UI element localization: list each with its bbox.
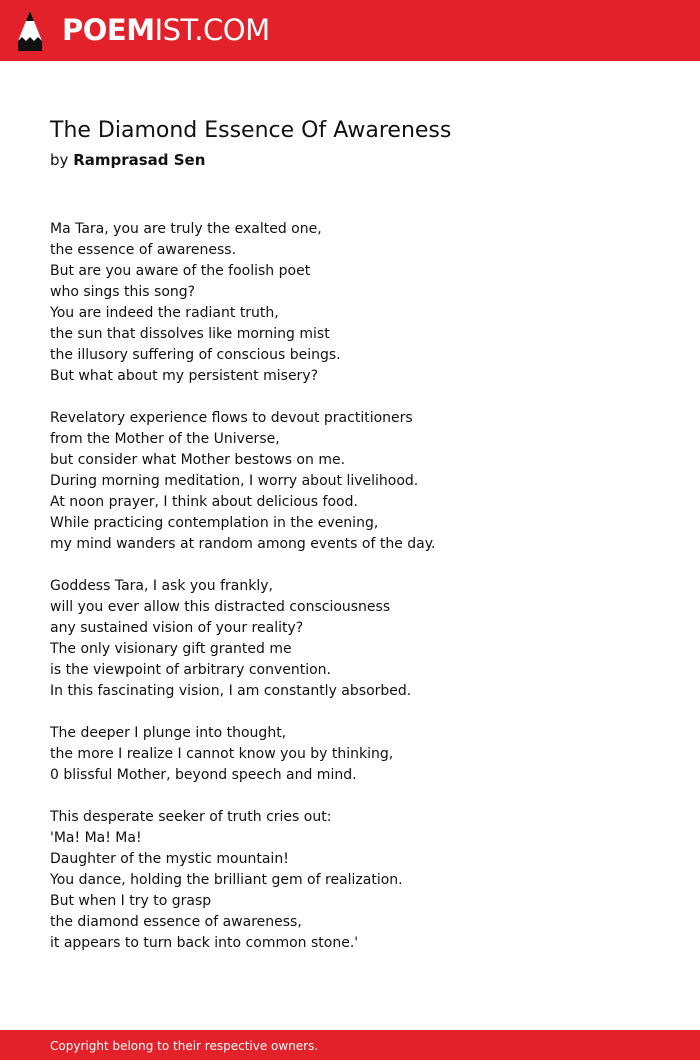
poem-line: In this fascinating vision, I am constantly absorbed. xyxy=(50,683,412,699)
pencil-tip-icon xyxy=(17,10,43,52)
poem-line: You dance, holding the brilliant gem of realization. xyxy=(50,872,403,888)
header-bar xyxy=(0,0,700,61)
poem-line: the sun that dissolves like morning mist xyxy=(50,326,330,342)
poem-line: The deeper I plunge into thought, xyxy=(50,725,287,741)
poem-line: But are you aware of the foolish poet xyxy=(50,263,311,279)
poem-line: 0 blissful Mother, beyond speech and mind. xyxy=(50,767,357,783)
poem-byline xyxy=(50,150,205,170)
poem-line: 'Ma! Ma! Ma! xyxy=(50,830,142,846)
poem-stanza xyxy=(50,723,650,786)
poem-line: but consider what Mother bestows on me. xyxy=(50,452,346,468)
site-logo[interactable] xyxy=(62,12,270,48)
poem-line: the more I realize I cannot know you by thinking, xyxy=(50,746,394,762)
logo-text-light: IST.COM xyxy=(154,13,270,47)
poem-line: The only visionary gift granted me xyxy=(50,641,292,657)
logo-text-strong: POEM xyxy=(62,13,155,47)
poem-body xyxy=(50,219,650,975)
poem-line: is the viewpoint of arbitrary convention. xyxy=(50,662,331,678)
poem-line: Revelatory experience flows to devout practitioners xyxy=(50,410,413,426)
poem-line: Goddess Tara, I ask you frankly, xyxy=(50,578,273,594)
poem-line: the diamond essence of awareness, xyxy=(50,914,302,930)
poem-line: will you ever allow this distracted consciousness xyxy=(50,599,391,615)
poem-title: The Diamond Essence Of Awareness xyxy=(50,118,452,143)
poem-line: who sings this song? xyxy=(50,284,196,300)
poem-line: While practicing contemplation in the evening, xyxy=(50,515,379,531)
poem-line: from the Mother of the Universe, xyxy=(50,431,280,447)
author-name: Ramprasad Sen xyxy=(73,151,206,169)
poem-stanza xyxy=(50,219,650,387)
by-label: by xyxy=(50,151,69,169)
copyright-text: Copyright belong to their respective owners. xyxy=(50,1039,319,1053)
poem-line: This desperate seeker of truth cries out: xyxy=(50,809,332,825)
poem-stanza xyxy=(50,807,650,954)
poem-stanza xyxy=(50,408,650,555)
poem-line: At noon prayer, I think about delicious food. xyxy=(50,494,358,510)
poem-stanza xyxy=(50,576,650,702)
poem-line: Daughter of the mystic mountain! xyxy=(50,851,289,867)
poem-line: But when I try to grasp xyxy=(50,893,212,909)
footer-bar xyxy=(0,1030,700,1060)
poem-line: it appears to turn back into common stone.' xyxy=(50,935,359,951)
poem-line: the illusory suffering of conscious beings. xyxy=(50,347,341,363)
poem-line: During morning meditation, I worry about livelihood. xyxy=(50,473,419,489)
poem-line: my mind wanders at random among events of the day. xyxy=(50,536,436,552)
poem-line: Ma Tara, you are truly the exalted one, xyxy=(50,221,322,237)
poem-line: But what about my persistent misery? xyxy=(50,368,319,384)
poem-line: You are indeed the radiant truth, xyxy=(50,305,279,321)
poem-line: the essence of awareness. xyxy=(50,242,237,258)
poem-line: any sustained vision of your reality? xyxy=(50,620,304,636)
